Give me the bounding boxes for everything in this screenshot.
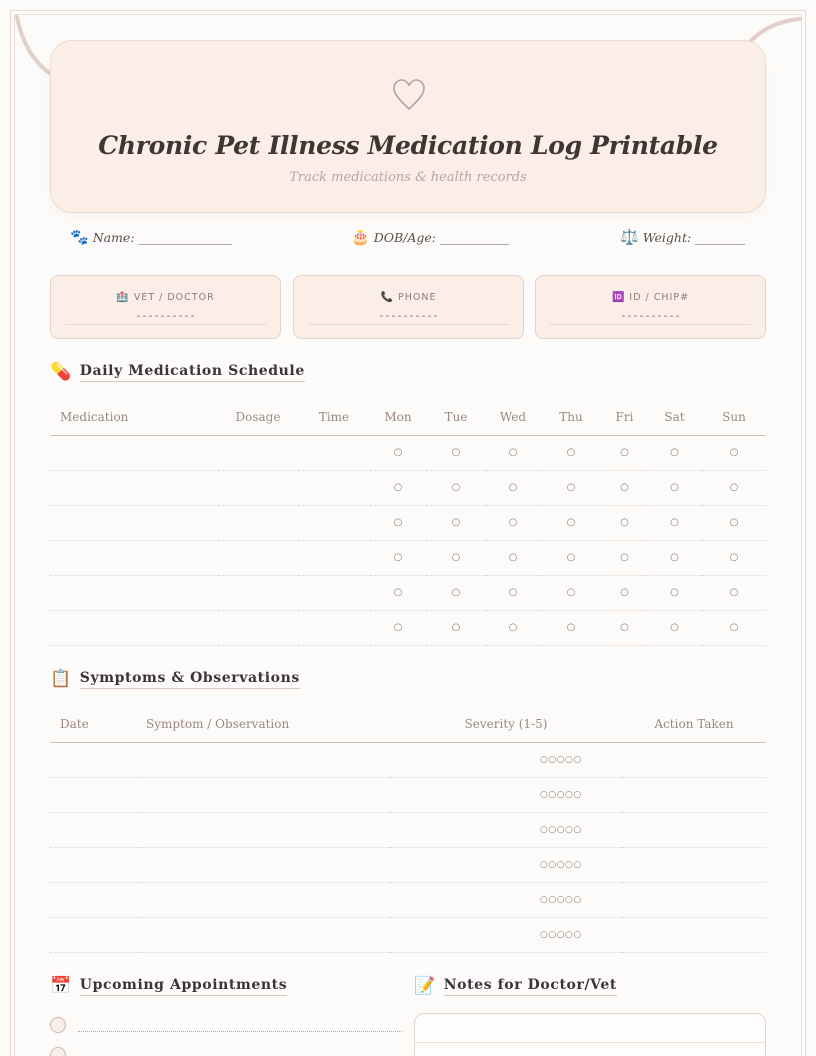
phone-card[interactable]: [293, 275, 524, 339]
medication-row: [50, 505, 766, 540]
notes-section-title: 📝 Notes for Doctor/Vet: [414, 976, 617, 996]
medication-header-row: [50, 400, 766, 435]
appointment-line[interactable]: [78, 1031, 402, 1032]
symptoms-row: [50, 882, 766, 917]
medication-cell[interactable]: [298, 505, 370, 540]
symptoms-cell[interactable]: [50, 777, 136, 812]
phone-icon: 📞: [380, 292, 394, 303]
severity-dots[interactable]: ○○○○○: [390, 777, 622, 812]
medication-row: [50, 575, 766, 610]
symptoms-cell[interactable]: [622, 917, 766, 952]
medication-cell[interactable]: [218, 540, 298, 575]
medication-cell[interactable]: [218, 435, 298, 470]
medication-cell[interactable]: [298, 470, 370, 505]
symptoms-column-header: Action Taken: [622, 707, 766, 742]
phone-label: PHONE: [398, 292, 437, 303]
weight-field[interactable]: [620, 228, 745, 252]
notes-box[interactable]: [414, 1013, 766, 1056]
medication-row: [50, 435, 766, 470]
day-checkbox[interactable]: ○: [602, 470, 647, 505]
symptoms-table: [50, 707, 766, 953]
day-checkbox[interactable]: ○: [540, 435, 602, 470]
medication-table: [50, 400, 766, 646]
symptoms-column-header: Symptom / Observation: [136, 707, 390, 742]
name-field[interactable]: [70, 228, 232, 252]
appointment-checkbox[interactable]: [50, 1017, 66, 1033]
medication-cell[interactable]: [298, 610, 370, 645]
day-checkbox[interactable]: ○: [602, 610, 647, 645]
medication-section-title: 💊 Daily Medication Schedule: [50, 362, 305, 382]
day-checkbox[interactable]: ○: [540, 505, 602, 540]
medication-cell[interactable]: [218, 470, 298, 505]
weight-label: Weight: ________: [642, 230, 746, 245]
id-card[interactable]: [535, 275, 766, 339]
symptoms-cell[interactable]: [136, 812, 390, 847]
day-checkbox[interactable]: ○: [426, 610, 486, 645]
page-title: Chronic Pet Illness Medication Log Printable: [98, 131, 718, 160]
day-checkbox[interactable]: ○: [602, 575, 647, 610]
medication-cell[interactable]: [298, 540, 370, 575]
medication-cell[interactable]: [50, 610, 218, 645]
clipboard-icon: 📋: [50, 669, 72, 689]
scale-icon: ⚖️: [620, 228, 639, 246]
day-checkbox[interactable]: ○: [702, 575, 766, 610]
symptoms-cell[interactable]: [50, 917, 136, 952]
medication-cell[interactable]: [50, 540, 218, 575]
day-checkbox[interactable]: ○: [702, 435, 766, 470]
symptoms-cell[interactable]: [50, 742, 136, 777]
heart-icon: [391, 77, 427, 113]
vet-label: VET / DOCTOR: [133, 292, 215, 303]
medication-column-header: Sat: [647, 400, 702, 435]
medication-cell[interactable]: [50, 435, 218, 470]
symptoms-row: [50, 742, 766, 777]
symptoms-cell[interactable]: [136, 917, 390, 952]
symptoms-cell[interactable]: [622, 777, 766, 812]
symptoms-row: [50, 777, 766, 812]
medication-column-header: Medication: [50, 400, 218, 435]
severity-dots[interactable]: ○○○○○: [390, 882, 622, 917]
medication-column-header: Fri: [602, 400, 647, 435]
severity-dots[interactable]: ○○○○○: [390, 917, 622, 952]
day-checkbox[interactable]: ○: [426, 575, 486, 610]
symptoms-cell[interactable]: [136, 882, 390, 917]
day-checkbox[interactable]: ○: [702, 470, 766, 505]
medication-cell[interactable]: [218, 610, 298, 645]
medication-cell[interactable]: [298, 575, 370, 610]
vet-card[interactable]: [50, 275, 281, 339]
header-banner: [50, 40, 766, 213]
symptoms-cell[interactable]: [622, 882, 766, 917]
day-checkbox[interactable]: ○: [426, 505, 486, 540]
memo-icon: 📝: [414, 976, 436, 996]
appointments-section-title: 📅 Upcoming Appointments: [50, 976, 288, 996]
paw-icon: 🐾: [70, 228, 89, 246]
medication-cell[interactable]: [218, 575, 298, 610]
symptoms-cell[interactable]: [622, 847, 766, 882]
symptoms-cell[interactable]: [136, 777, 390, 812]
id-icon: 🆔: [611, 292, 626, 303]
medication-cell[interactable]: [50, 470, 218, 505]
medication-column-header: Time: [298, 400, 370, 435]
name-label: Name: _______________: [92, 230, 233, 245]
day-checkbox[interactable]: ○: [486, 505, 540, 540]
day-checkbox[interactable]: ○: [647, 540, 702, 575]
pill-icon: 💊: [50, 362, 72, 382]
medication-cell[interactable]: [218, 505, 298, 540]
medication-column-header: Tue: [426, 400, 486, 435]
day-checkbox[interactable]: ○: [647, 505, 702, 540]
symptoms-cell[interactable]: [50, 882, 136, 917]
day-checkbox[interactable]: ○: [370, 610, 426, 645]
day-checkbox[interactable]: ○: [647, 435, 702, 470]
day-checkbox[interactable]: ○: [370, 505, 426, 540]
id-value: ----------: [550, 311, 751, 325]
page-subtitle: Track medications & health records: [289, 170, 527, 185]
severity-dots[interactable]: ○○○○○: [390, 847, 622, 882]
day-checkbox[interactable]: ○: [540, 575, 602, 610]
symptoms-cell[interactable]: [50, 812, 136, 847]
hospital-icon: 🏥: [116, 292, 130, 303]
medication-column-header: Dosage: [218, 400, 298, 435]
day-checkbox[interactable]: ○: [426, 435, 486, 470]
day-checkbox[interactable]: ○: [486, 540, 540, 575]
day-checkbox[interactable]: ○: [370, 575, 426, 610]
day-checkbox[interactable]: ○: [602, 540, 647, 575]
day-checkbox[interactable]: ○: [540, 470, 602, 505]
cake-icon: 🎂: [351, 228, 370, 246]
day-checkbox[interactable]: ○: [486, 575, 540, 610]
symptoms-cell[interactable]: [136, 847, 390, 882]
day-checkbox[interactable]: ○: [370, 540, 426, 575]
phone-value: ----------: [308, 311, 509, 325]
medication-cell[interactable]: [50, 575, 218, 610]
severity-dots[interactable]: ○○○○○: [390, 812, 622, 847]
dob-label: DOB/Age: ___________: [373, 230, 509, 245]
symptoms-header-row: [50, 707, 766, 742]
day-checkbox[interactable]: ○: [486, 470, 540, 505]
id-label: ID / CHIP#: [629, 292, 690, 303]
symptoms-cell[interactable]: [50, 847, 136, 882]
medication-column-header: Mon: [370, 400, 426, 435]
symptoms-row: [50, 917, 766, 952]
day-checkbox[interactable]: ○: [486, 435, 540, 470]
day-checkbox[interactable]: ○: [702, 610, 766, 645]
symptoms-cell[interactable]: [622, 742, 766, 777]
day-checkbox[interactable]: ○: [647, 575, 702, 610]
symptoms-cell[interactable]: [622, 812, 766, 847]
symptoms-column-header: Date: [50, 707, 136, 742]
day-checkbox[interactable]: ○: [702, 505, 766, 540]
medication-row: [50, 470, 766, 505]
medication-cell[interactable]: [298, 435, 370, 470]
day-checkbox[interactable]: ○: [486, 610, 540, 645]
day-checkbox[interactable]: ○: [647, 610, 702, 645]
day-checkbox[interactable]: ○: [540, 540, 602, 575]
medication-cell[interactable]: [50, 505, 218, 540]
day-checkbox[interactable]: ○: [540, 610, 602, 645]
severity-dots[interactable]: ○○○○○: [390, 742, 622, 777]
notes-line: [415, 1042, 765, 1043]
medication-column-header: Sun: [702, 400, 766, 435]
symptoms-column-header: Severity (1-5): [390, 707, 622, 742]
symptoms-row: [50, 812, 766, 847]
symptoms-section-title: 📋 Symptoms & Observations: [50, 669, 300, 689]
day-checkbox[interactable]: ○: [602, 435, 647, 470]
medication-column-header: Wed: [486, 400, 540, 435]
day-checkbox[interactable]: ○: [602, 505, 647, 540]
day-checkbox[interactable]: ○: [426, 470, 486, 505]
dob-field[interactable]: [351, 228, 509, 252]
medication-row: [50, 540, 766, 575]
vet-value: ----------: [65, 311, 266, 325]
symptoms-cell[interactable]: [136, 742, 390, 777]
day-checkbox[interactable]: ○: [647, 470, 702, 505]
day-checkbox[interactable]: ○: [702, 540, 766, 575]
day-checkbox[interactable]: ○: [370, 435, 426, 470]
medication-row: [50, 610, 766, 645]
appointment-checkbox[interactable]: [50, 1047, 66, 1056]
calendar-icon: 📅: [50, 976, 72, 996]
day-checkbox[interactable]: ○: [370, 470, 426, 505]
medication-column-header: Thu: [540, 400, 602, 435]
day-checkbox[interactable]: ○: [426, 540, 486, 575]
symptoms-row: [50, 847, 766, 882]
